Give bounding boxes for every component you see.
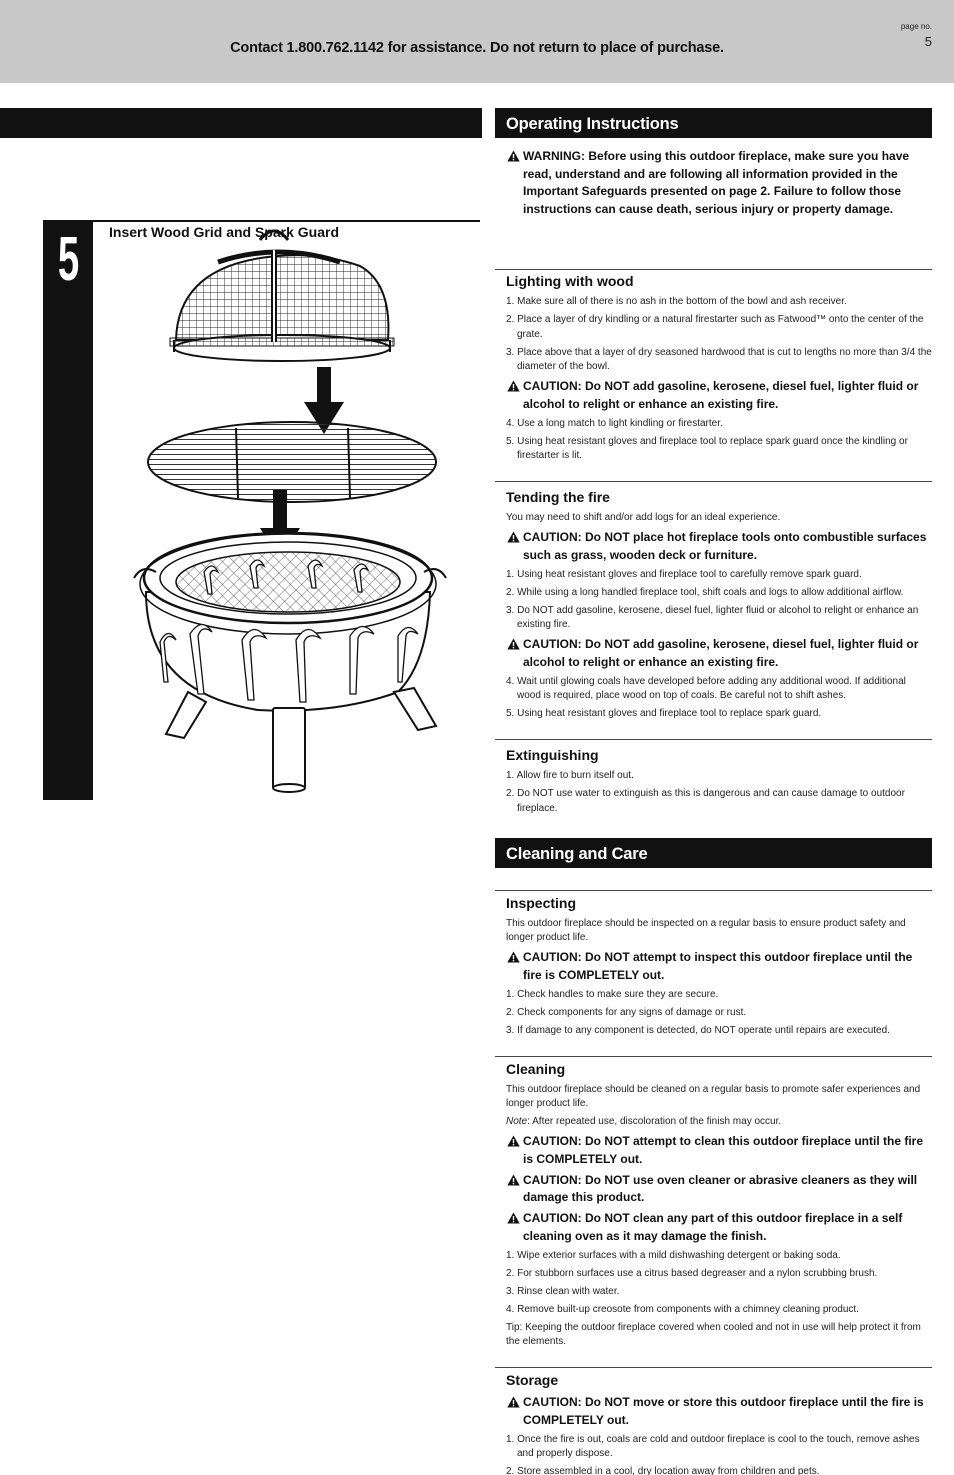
cleaning-care-header: Cleaning and Care [495, 838, 932, 868]
list-item: 2. Place a layer of dry kindling or a natural firestarter such as Fatwood™ onto the center of the grate. [506, 314, 924, 340]
warning-alert [506, 148, 932, 218]
lighting-section [495, 270, 932, 482]
caution-alert [506, 1133, 932, 1168]
list-item: 1. Make sure all of there is no ash in the bottom of the bowl and ash receiver. [506, 296, 847, 307]
list-item: 1. Allow fire to burn itself out. [506, 770, 634, 781]
warning-triangle-icon [507, 380, 520, 392]
storage-title: Storage [506, 1372, 559, 1388]
list-item: 4. Use a long match to light kindling or firestarter. [506, 417, 723, 429]
caution-text: CAUTION: Do NOT clean any part of this outdoor fireplace in a self cleaning oven as it may damage the finish. [523, 1211, 903, 1243]
list-item: 5. Using heat resistant gloves and fireplace tool to replace spark guard. [506, 708, 822, 719]
list-item: 2. Do NOT use water to extinguish as this is dangerous and can cause damage to outdoor fireplace. [506, 788, 905, 814]
note-text: : After repeated use, discoloration of the finish may occur. [527, 1116, 782, 1127]
list-item: 2. Store assembled in a cool, dry location away from children and pets. [506, 1466, 820, 1475]
caution-alert [506, 378, 932, 413]
inspecting-section [495, 891, 932, 1057]
page-label: page no. [900, 22, 932, 31]
extinguishing-title: Extinguishing [506, 747, 599, 763]
caution-text: CAUTION: Do NOT add gasoline, kerosene, diesel fuel, lighter fluid or alcohol to relight or enhance an existing fire. [523, 637, 919, 669]
list-item: 2. For stubborn surfaces use a citrus based degreaser and a nylon scrubbing brush. [506, 1267, 878, 1279]
caution-text: CAUTION: Do NOT attempt to clean this outdoor fireplace until the fire is COMPLETELY out. [523, 1134, 924, 1166]
inspecting-title: Inspecting [506, 894, 577, 911]
operating-warning [495, 138, 932, 270]
list-item: 3. Place above that a layer of dry seasoned hardwood that is cut to lengths no more than 3/4 the diameter of the bowl. [506, 346, 932, 372]
cleaning-section [495, 1057, 932, 1369]
warning-text: WARNING: Before using this outdoor fireplace, make sure you have read, understand and are following all information provided in the Important Safeguards presented on page 2. Failure to follow those instructions can cause death, serious injury or property damage. [523, 149, 910, 216]
list-item: 4. Remove built-up creosote from components with a chimney cleaning product. [506, 1303, 859, 1315]
tending-intro: You may need to shift and/or add logs for an ideal experience. [506, 512, 781, 523]
caution-text: CAUTION: Do NOT attempt to inspect this outdoor fireplace until the fire is COMPLETELY out. [523, 950, 913, 982]
caution-text: CAUTION: Do NOT add gasoline, kerosene, diesel fuel, lighter fluid or alcohol to relight or enhance an existing fire. [523, 379, 919, 411]
list-item: 2. Check components for any signs of damage or rust. [506, 1006, 747, 1018]
warning-triangle-icon [507, 638, 520, 650]
caution-alert [506, 949, 932, 984]
warning-triangle-icon [507, 1174, 520, 1186]
caution-alert [506, 529, 932, 564]
cleaning-tip: Tip: Keeping the outdoor fireplace covered when cooled and not in use will help protect it from the elements. [506, 1321, 921, 1347]
inspecting-intro: This outdoor fireplace should be inspected on a regular basis to ensure product safety and longer product life. [506, 917, 906, 943]
lighting-title: Lighting with wood [506, 273, 634, 289]
caution-text: CAUTION: Do NOT move or store this outdoor fireplace until the fire is COMPLETELY out. [523, 1395, 924, 1427]
cleaning-intro: This outdoor fireplace should be cleaned on a regular basis to promote safer experiences and longer product life. [506, 1083, 921, 1109]
list-item: 1. Once the fire is out, coals are cold and outdoor fireplace is cool to the touch, remove ashes and properly dispose. [506, 1433, 920, 1459]
tending-section [495, 482, 932, 740]
list-item: 4. Wait until glowing coals have developed before adding any additional wood. If additional wood is required, place wood on top of coals. Be careful not to shift ashes. [506, 675, 906, 701]
caution-text: CAUTION: Do NOT use oven cleaner or abrasive cleaners as they will damage this product. [523, 1172, 918, 1204]
wood-grid [148, 422, 436, 502]
step-number: 5 [57, 225, 79, 294]
list-item: 3. If damage to any component is detected, do NOT operate until repairs are executed. [506, 1024, 890, 1036]
fire-pit-assembly-illustration [98, 222, 478, 797]
step-title: Insert Wood Grid and Spark Guard [109, 224, 339, 240]
warning-triangle-icon [507, 1212, 520, 1224]
fire-bowl [134, 533, 446, 792]
warning-triangle-icon [507, 150, 520, 162]
tending-title: Tending the fire [506, 489, 610, 505]
warning-triangle-icon [507, 951, 520, 963]
list-item: 5. Using heat resistant gloves and fireplace tool to replace spark guard once the kindling or firestarter is lit. [506, 435, 908, 461]
caution-alert [506, 1172, 932, 1207]
extinguishing-section [495, 740, 932, 834]
warning-triangle-icon [507, 531, 520, 543]
cleaning-note [506, 1115, 932, 1130]
warning-triangle-icon [507, 1396, 520, 1408]
operating-instructions-header: Operating Instructions [495, 108, 932, 138]
left-section-bar [0, 108, 482, 138]
list-item: 1. Check handles to make sure they are secure. [506, 988, 719, 1000]
caution-alert [506, 1210, 932, 1245]
top-banner [0, 0, 954, 83]
list-item: 2. While using a long handled fireplace tool, shift coals and logs to allow additional airflow. [506, 586, 904, 598]
caution-text: CAUTION: Do NOT place hot fireplace tools onto combustible surfaces such as grass, wooden deck or furniture. [523, 530, 927, 562]
contact-line: Contact 1.800.762.1142 for assistance. Do not return to place of purchase. [230, 40, 724, 56]
list-item: 3. Do NOT add gasoline, kerosene, diesel fuel, lighter fluid or alcohol to relight or enhance an existing fire. [506, 604, 919, 630]
list-item: 3. Rinse clean with water. [506, 1285, 620, 1297]
storage-section [495, 1368, 932, 1475]
list-item: 1. Using heat resistant gloves and fireplace tool to carefully remove spark guard. [506, 568, 862, 580]
warning-triangle-icon [507, 1135, 520, 1147]
caution-alert [506, 1394, 932, 1429]
cleaning-title: Cleaning [506, 1060, 566, 1077]
list-item: 1. Wipe exterior surfaces with a mild dishwashing detergent or baking soda. [506, 1249, 841, 1261]
instructions-column [495, 108, 932, 1475]
step-number-column [43, 220, 93, 800]
note-label: Note [506, 1116, 528, 1127]
assembly-step-5 [43, 220, 480, 800]
page-number: 5 [924, 34, 932, 49]
caution-alert [506, 636, 932, 671]
spark-guard [170, 231, 394, 361]
